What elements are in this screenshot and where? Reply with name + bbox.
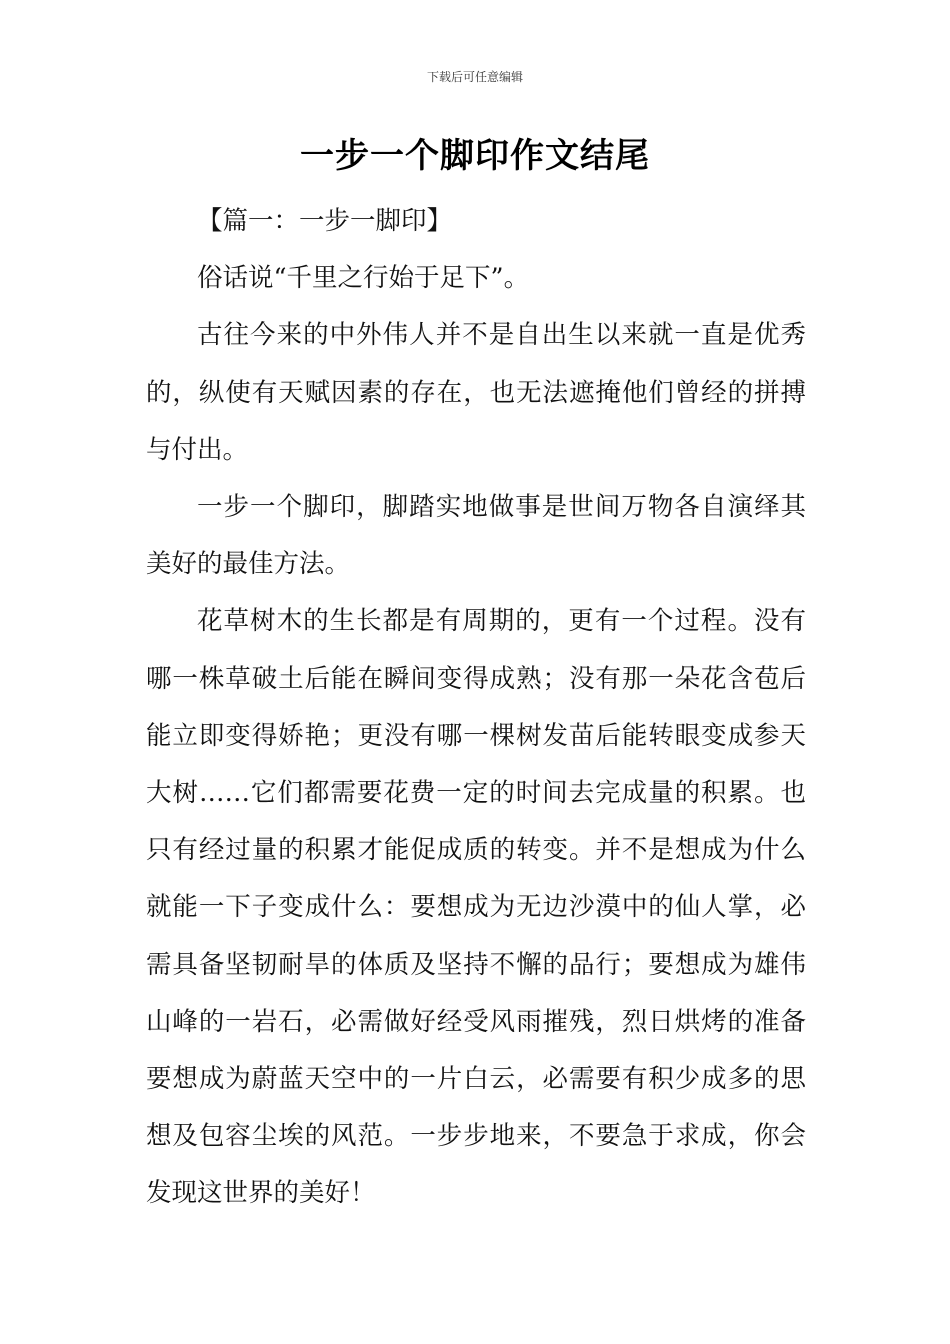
page-header-note: 下载后可任意编辑 (426, 70, 523, 84)
section-heading: 【篇一：一步一脚印】 (197, 206, 453, 236)
paragraph: 一步一个脚印，脚踏实地做事是世间万物各自演绎其美好的最佳方法。 (146, 492, 806, 580)
document-body (146, 193, 806, 1223)
document-title: 一步一个脚印作文结尾 (300, 136, 650, 176)
paragraph: 古往今来的中外伟人并不是自出生以来就一直是优秀的，纵使有天赋因素的存在，也无法遮掩他们曾经的拼搏与付出。 (146, 320, 806, 465)
paragraph: 花草树木的生长都是有周期的，更有一个过程。没有哪一株草破土后能在瞬间变得成熟；没有那一朵花含苞后能立即变得娇艳；更没有哪一棵树发苗后能转眼变成参天大树……它们都需要花费一定的时间去完成量的积累。也只有经过量的积累才能促成质的转变。并不是想成为什么就能一下子变成什么：要想成为无边沙漠中的仙人掌，必需具备坚韧耐旱的体质及坚持不懈的品行；要想成为雄伟山峰的一岩石，必需做好经受风雨摧残，烈日烘烤的准备要想成为蔚蓝天空中的一片白云，必需要有积少成多的思想及包容尘埃的风范。一步步地来，不要急于求成，你会发现这世界的美好！ (146, 606, 806, 1209)
paragraph: 俗话说“千里之行始于足下”。 (197, 263, 530, 294)
